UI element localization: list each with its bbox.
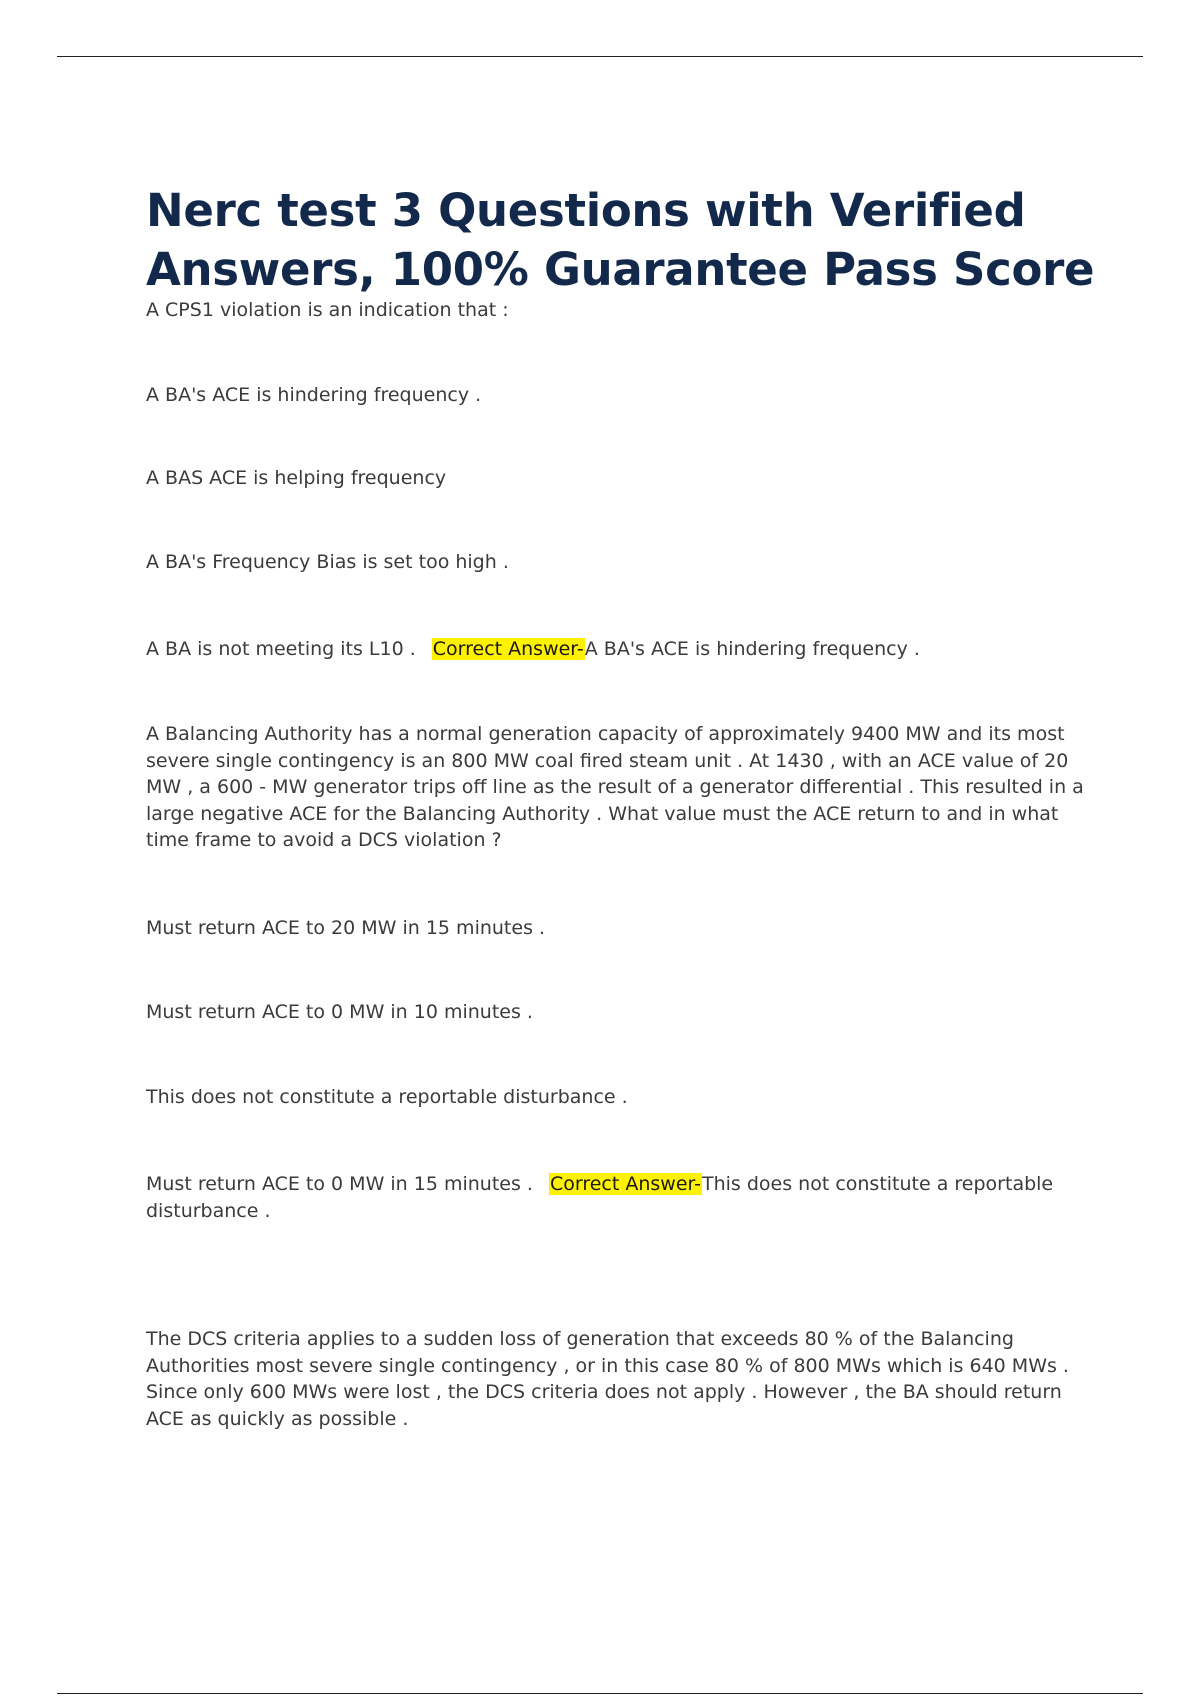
question-2-option-4: Must return ACE to 0 MW in 15 minutes . (146, 1173, 533, 1195)
question-2-correct-answer: This does not constitute a reportable disturbance . (146, 1173, 1054, 1222)
question-1-option-4: A BA is not meeting its L10 . (146, 638, 416, 660)
document-title (146, 181, 1106, 299)
question-1-answer-line (146, 636, 1086, 663)
title-line-2: Answers, 100% Guarantee Pass Score (146, 243, 1095, 296)
question-1-option-3: A BA's Frequency Bias is set too high . (146, 551, 509, 573)
title-line-1: Nerc test 3 Questions with Verified (146, 184, 1026, 237)
question-2-answer-line (146, 1171, 1086, 1224)
header-rule (57, 56, 1143, 57)
question-1-text: A CPS1 violation is an indication that : (146, 299, 509, 321)
question-1-correct-answer: A BA's ACE is hindering frequency . (584, 638, 920, 660)
correct-answer-label: Correct Answer- (549, 1173, 701, 1195)
question-1-option-1: A BA's ACE is hindering frequency . (146, 384, 482, 406)
footer-rule (57, 1693, 1143, 1694)
correct-answer-label: Correct Answer- (432, 638, 584, 660)
question-2-text: A Balancing Authority has a normal generation capacity of approximately 9400 MW and its most severe single contingency is an 800 MW coal fired steam unit . At 1430 , with an ACE value of 20 MW , a 600 - MW generator trips off line as the result of a generator differential . This resulted in a large negative ACE for the Balancing Authority . What value must the ACE return to and in what time frame to avoid a DCS violation ? (146, 723, 1084, 851)
question-2-explanation: The DCS criteria applies to a sudden loss of generation that exceeds 80 % of the Balancing Authorities most severe single contingency , or in this case 80 % of 800 MWs which is 640 MWs . Since only 600 MWs were lost , the DCS criteria does not apply . However , the BA should return ACE as quickly as possible . (146, 1328, 1069, 1430)
question-2-option-2: Must return ACE to 0 MW in 10 minutes . (146, 1001, 533, 1023)
question-2-option-1: Must return ACE to 20 MW in 15 minutes . (146, 917, 546, 939)
question-2-option-3: This does not constitute a reportable disturbance . (146, 1086, 628, 1108)
question-1-option-2: A BAS ACE is helping frequency (146, 467, 447, 489)
